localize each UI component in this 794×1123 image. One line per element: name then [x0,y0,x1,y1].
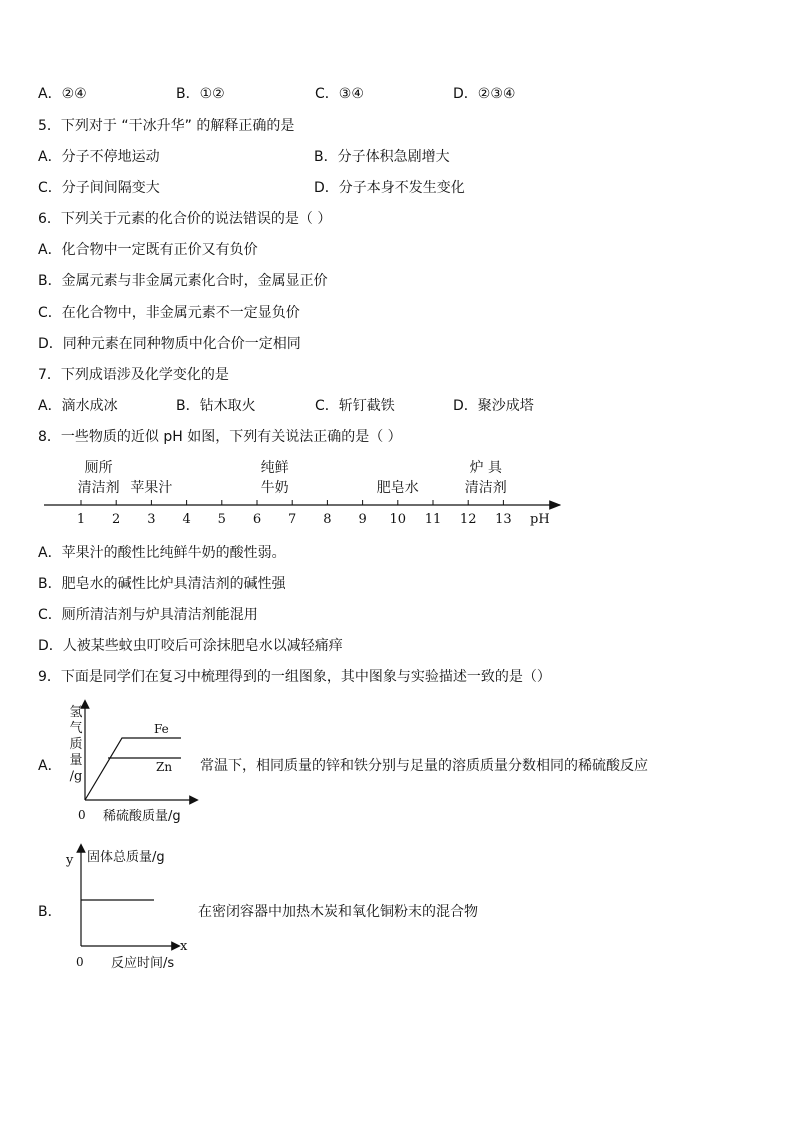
graph-b-origin: 0 [76,955,84,969]
ph-scale-diagram [0,450,794,530]
ph-substance-label-top: 炉 具 [469,460,503,476]
q9-option-b-label: B． [38,904,62,920]
ph-tick-label: 12 [459,512,477,527]
graph-b-xlabel: 反应时间/s [111,956,175,971]
q8-option-b: B．肥皂水的碱性比炉具清洁剂的碱性强 [38,576,286,592]
ph-substance-label-top: 厕所 [84,460,113,476]
ph-tick-label: 8 [323,512,332,527]
ph-axis-label: pH [530,512,550,527]
graph-a-ylabel-char: 量 [69,753,83,768]
q6-option-b: B．金属元素与非金属元素化合时，金属显正价 [38,273,328,289]
graph-b-ylabel: 固体总质量/g [87,850,165,865]
q8-option-d: D．人被某些蚊虫叮咬后可涂抹肥皂水以减轻痛痒 [38,638,343,654]
ph-substance-label: 牛奶 [260,480,289,496]
q5-option-c: C．分子间间隔变大 [38,180,160,196]
q5-option-d: D．分子本身不发生变化 [314,180,465,196]
graph-a-ylabel-char: 质 [69,737,83,752]
q8-option-a: A．苹果汁的酸性比纯鲜牛奶的酸性弱。 [38,545,286,561]
q6-option-c: C．在化合物中，非金属元素不一定显负价 [38,305,300,321]
q7-option-a: A．滴水成冰 [38,398,118,414]
ph-substance-label: 苹果汁 [130,480,173,496]
ph-tick-label: 3 [147,512,156,527]
q7-option-c: C．斩钉截铁 [315,398,395,414]
graph-b-description: 在密闭容器中加热木炭和氧化铜粉末的混合物 [198,904,478,920]
q6-option-a: A．化合物中一定既有正价又有负价 [38,242,258,258]
q7-option-d: D．聚沙成塔 [453,398,534,414]
graph-a-ylabel-char: /g [69,769,83,784]
ph-tick-label: 7 [288,512,297,527]
ph-tick-label: 10 [389,512,407,527]
q8-stem: 8．一些物质的近似 pH 如图，下列有关说法正确的是（ ） [38,429,402,445]
q5-option-b: B．分子体积急剧增大 [314,149,450,165]
graph-a-fe-label: Fe [154,722,169,736]
graph-b-x-letter: x [180,939,188,954]
q5-option-a: A．分子不停地运动 [38,149,160,165]
q8-option-c: C．厕所清洁剂与炉具清洁剂能混用 [38,607,258,623]
q7-stem: 7．下列成语涉及化学变化的是 [38,367,229,383]
ph-substance-label: 清洁剂 [464,480,507,496]
q4-option-a: A．②④ [38,86,87,102]
ph-tick-label: 5 [217,512,226,527]
graph-a-origin: 0 [78,808,86,822]
q4-option-d: D．②③④ [453,86,516,102]
graph-a-xlabel: 稀硫酸质量/g [103,809,181,824]
ph-tick-label: 1 [76,512,86,527]
ph-substance-label: 清洁剂 [77,480,120,496]
graph-b [60,842,200,972]
graph-a-ylabel-char: 氢 [69,705,83,720]
q5-stem: 5．下列对于 “干冰升华” 的解释正确的是 [38,118,295,134]
q4-option-b: B．①② [176,86,225,102]
ph-tick-label: 11 [424,512,442,527]
q7-option-b: B．钻木取火 [176,398,256,414]
ph-tick-label: 6 [252,512,262,527]
graph-a-ylabel-char: 气 [69,721,83,736]
ph-tick-label: 2 [112,512,121,527]
q9-option-a-label: A． [38,758,62,774]
q9-stem: 9．下面是同学们在复习中梳理得到的一组图象，其中图象与实验描述一致的是（） [38,669,551,685]
q6-stem: 6．下列关于元素的化合价的说法错误的是（ ） [38,211,332,227]
ph-substance-label: 肥皂水 [376,480,419,496]
q6-option-d: D．同种元素在同种物质中化合价一定相同 [38,336,301,352]
graph-a-ylabel [66,705,86,785]
q4-option-c: C．③④ [315,86,364,102]
graph-b-y-letter: y [66,853,74,868]
ph-tick-label: 4 [182,512,191,527]
graph-a-zn-label: Zn [156,760,173,774]
ph-substance-label-top: 纯鲜 [260,460,289,476]
graph-a-description: 常温下，相同质量的锌和铁分别与足量的溶质质量分数相同的稀硫酸反应 [200,758,648,774]
ph-tick-label: 13 [495,512,512,527]
ph-tick-label: 9 [358,512,367,527]
